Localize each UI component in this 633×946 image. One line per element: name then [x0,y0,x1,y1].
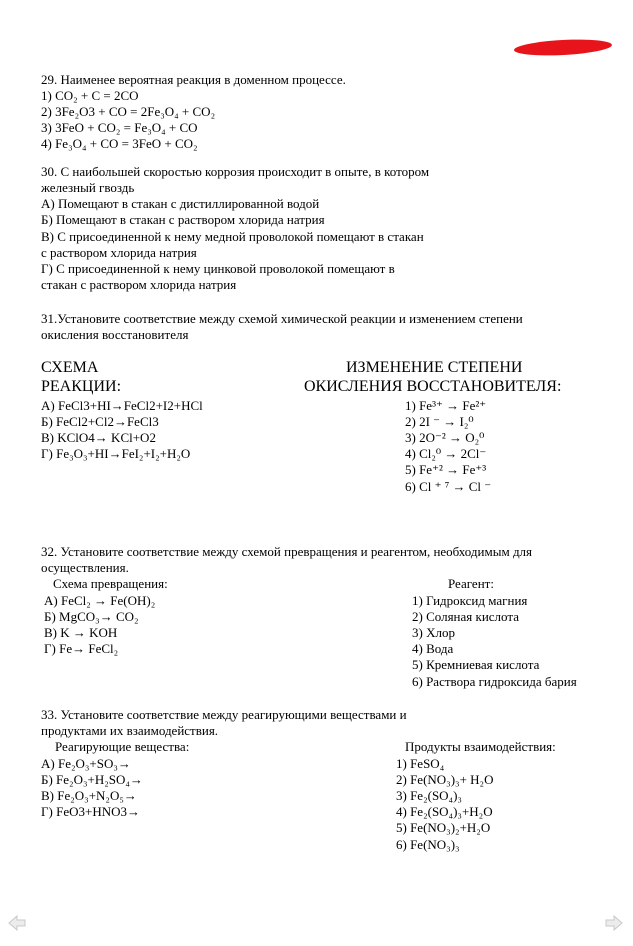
q30-option-b: Б) Помещают в стакан с раствором хлорида натрия [41,212,325,227]
q33-product-1: 1) FeSO₄ [396,756,445,771]
q32-reagent-5: 5) Кремниевая кислота [412,657,540,672]
q31-reaction-a: А) FeCl3+HI→FeCl2+I2+HCl [41,398,203,413]
q32-scheme-v: В) K → KOH [44,625,118,640]
q31-change-6: 6) Cl ⁺ ⁷ → Cl ⁻ [405,479,492,494]
q31-change-2: 2) 2I ⁻ → I₂⁰ [405,414,474,429]
q33-product-3: 3) Fe₂(SO₄)₃ [396,788,462,803]
q33-product-6: 6) Fe(NO₃)₃ [396,837,460,852]
q31-reaction-g: Г) Fe₃O₃+HI→FeI₂+I₂+H₂O [41,446,191,461]
q30-title-line-2: железный гвоздь [41,180,135,195]
q31-title-line-2: окисления восстановителя [41,327,189,342]
q31-reaction-b: Б) FeCl2+Cl2→FeCl3 [41,414,159,429]
q33-product-2: 2) Fe(NO₃)₃+ H₂O [396,772,494,787]
q33-product-5: 5) Fe(NO₃)₂+H₂O [396,820,491,835]
q32-scheme-g: Г) Fe→ FeCl₂ [44,641,119,656]
q29-option-4: 4) Fe₃O₄ + CO = 3FeO + CO₂ [41,136,198,151]
q31-title-line-1: 31.Установите соответствие между схемой химической реакции и изменением степени [41,311,523,326]
q30-option-a: А) Помещают в стакан с дистиллированной водой [41,196,320,211]
q31-left-heading-1: СХЕМА [41,359,99,376]
q32-reagent-4: 4) Вода [412,641,454,656]
q33-reagents-v: В) Fe₂O₃+N₂O₅→ [41,788,137,803]
q31-right-heading-2: ОКИСЛЕНИЯ ВОССТАНОВИТЕЛЯ: [304,378,562,395]
q29-option-3: 3) 3FeO + CO₂ = Fe₃O₄ + CO [41,120,198,135]
q32-scheme-b: Б) MgCO₃→ CO₂ [44,609,139,624]
q31-change-1: 1) Fe³⁺ → Fe²⁺ [405,398,487,413]
q31-reaction-v: В) KClO4→ KCl+O2 [41,430,156,445]
q32-reagent-1: 1) Гидроксид магния [412,593,528,608]
q33-reagents-g: Г) FeO3+HNO3→ [41,804,140,819]
q30-option-g-line-2: стакан с раствором хлорида натрия [41,277,237,292]
q32-reagent-3: 3) Хлор [412,625,455,640]
q33-right-heading: Продукты взаимодействия: [405,739,556,754]
q31-change-4: 4) Cl₂⁰ → 2Cl⁻ [405,446,487,461]
q32-reagent-2: 2) Соляная кислота [412,609,519,624]
q31-left-heading-2: РЕАКЦИИ: [41,378,122,395]
q31-change-3: 3) 2O⁻² → O₂⁰ [405,430,485,445]
q33-left-heading: Реагирующие вещества: [55,739,190,754]
arrow-right-icon[interactable] [605,915,623,931]
q33-product-4: 4) Fe₂(SO₄)₃+H₂O [396,804,493,819]
q31-change-5: 5) Fe⁺² → Fe⁺³ [405,462,487,477]
q32-right-heading: Реагент: [448,576,494,591]
q32-title-line-2: осуществления. [41,560,129,575]
q33-title-line-1: 33. Установите соответствие между реагирующими веществами и [41,707,407,722]
q33-title-line-2: продуктами их взаимодействия. [41,723,219,738]
q30-option-v-line-2: с раствором хлорида натрия [41,245,197,260]
q32-title-line-1: 32. Установите соответствие между схемой превращения и реагентом, необходимым для [41,544,533,559]
q31-right-heading-1: ИЗМЕНЕНИЕ СТЕПЕНИ [346,359,523,376]
q33-reagents-b: Б) Fe₂O₃+H₂SO₄→ [41,772,143,787]
q32-scheme-a: А) FeCl₂ → Fe(OH)₂ [44,593,156,608]
q32-left-heading: Схема превращения: [53,576,168,591]
red-redaction-mark [514,37,613,57]
q32-reagent-6: 6) Раствора гидроксида бария [412,674,577,689]
arrow-left-icon[interactable] [8,915,26,931]
q30-option-g-line-1: Г) С присоединенной к нему цинковой проволокой помещают в [41,261,395,276]
q30-title-line-1: 30. С наибольшей скоростью коррозия происходит в опыте, в котором [41,164,430,179]
q29-title: 29. Наименее вероятная реакция в доменном процессе. [41,72,346,87]
q29-option-2: 2) 3Fe₂O3 + CO = 2Fe₃O₄ + CO₂ [41,104,216,119]
q33-reagents-a: А) Fe₂O₃+SO₃→ [41,756,131,771]
q29-option-1: 1) CO₂ + C = 2CO [41,88,139,103]
q30-option-v-line-1: В) С присоединенной к нему медной проволокой помещают в стакан [41,229,424,244]
